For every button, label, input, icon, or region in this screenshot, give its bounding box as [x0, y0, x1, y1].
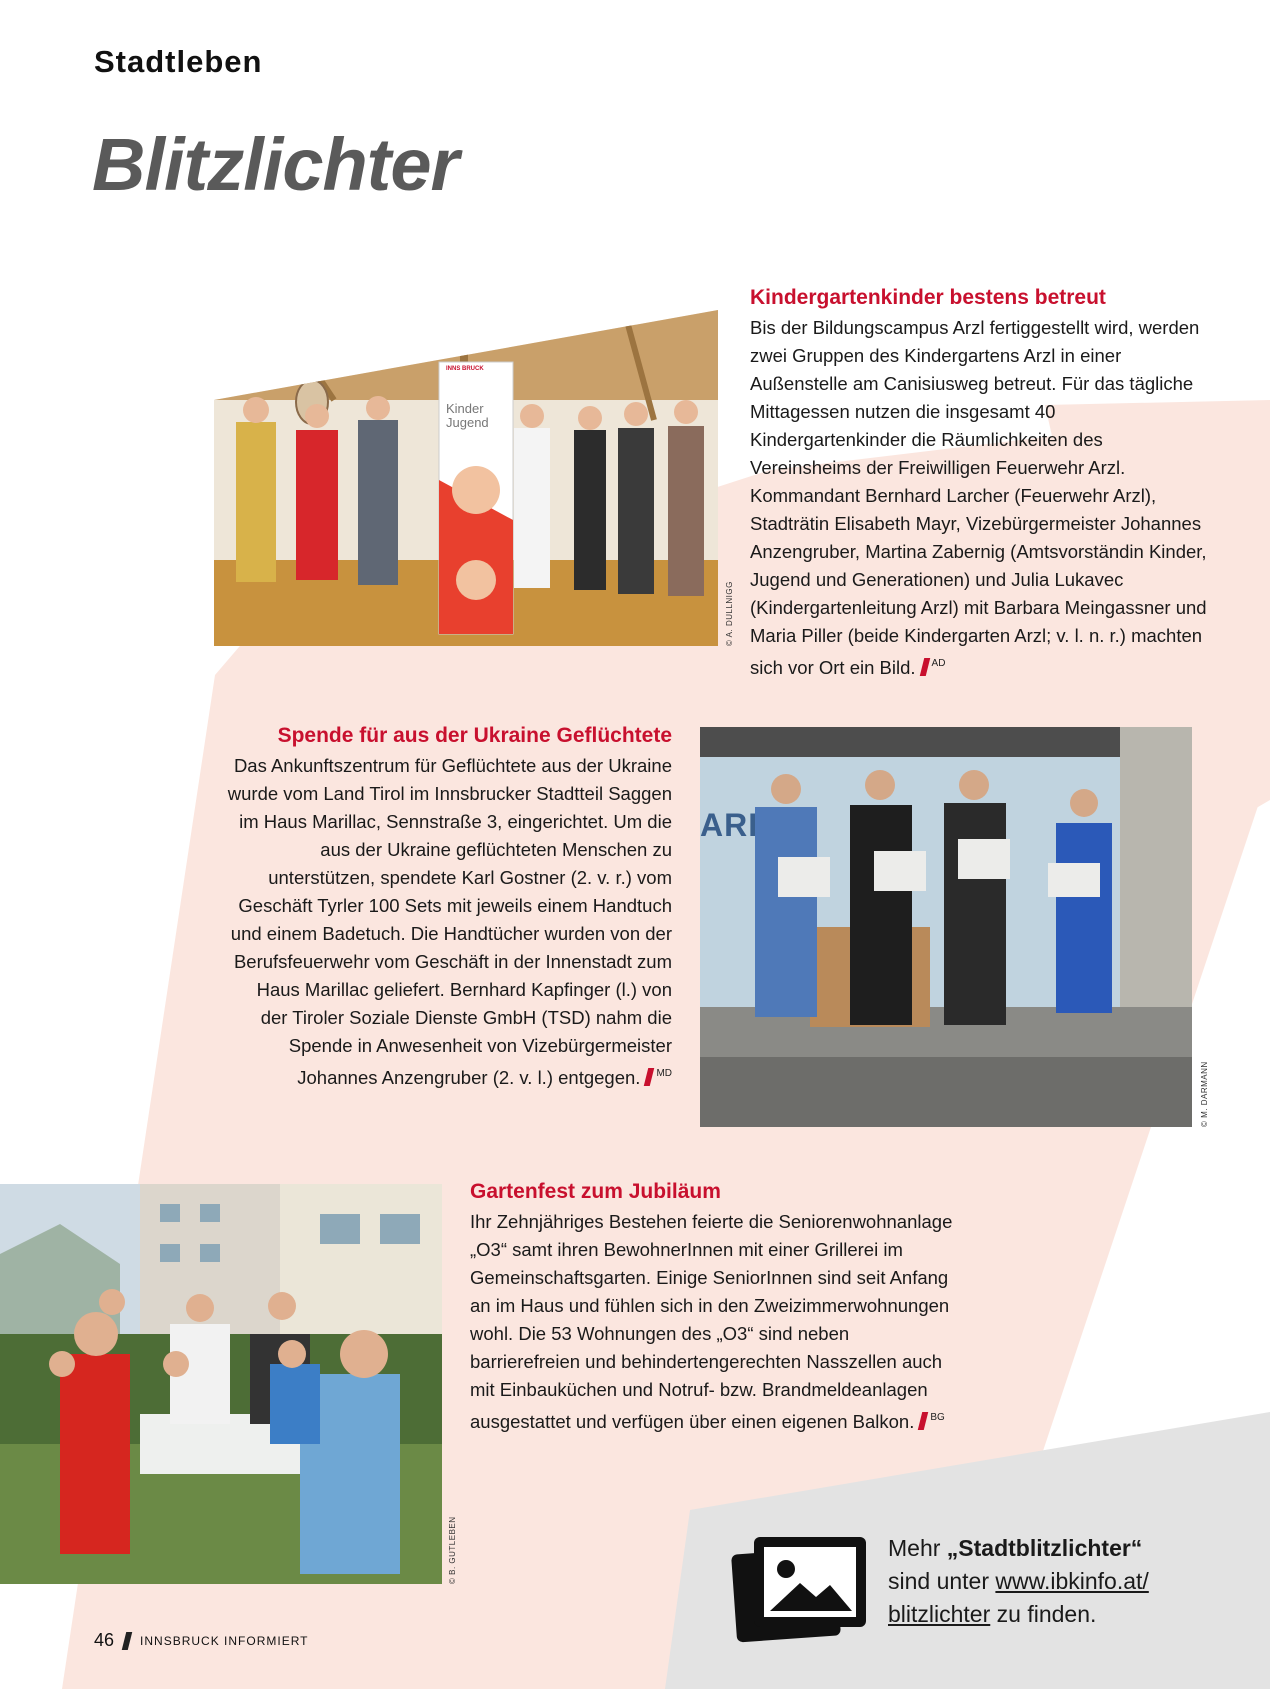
- banner-text: Kinder Jugend: [446, 401, 489, 430]
- article-heading: Gartenfest zum Jubiläum: [470, 1180, 721, 1203]
- promo-box: [888, 1532, 1228, 1631]
- promo-link-cont[interactable]: blitzlichter: [888, 1601, 991, 1627]
- page-number: 46: [94, 1630, 115, 1650]
- banner-logo: INNS BRUCK: [446, 366, 484, 372]
- section-label: Stadtleben: [94, 44, 263, 79]
- kindergarten-photo: [214, 310, 718, 646]
- author-initials: MD: [656, 1068, 672, 1079]
- photo-credit-3: © B. GUTLEBEN: [448, 1516, 457, 1584]
- author-initials: BG: [930, 1412, 945, 1423]
- footer-slash: [122, 1632, 132, 1650]
- author-initials: AD: [931, 658, 946, 669]
- slash-mark: [918, 1412, 928, 1430]
- promo-line2: sind unter: [888, 1568, 996, 1594]
- gallery-icon: [730, 1533, 870, 1643]
- promo-highlight: „Stadtblitzlichter“: [946, 1535, 1143, 1561]
- article-heading: Kindergartenkinder bestens betreut: [750, 286, 1106, 309]
- page-title: Blitzlichter: [92, 123, 459, 206]
- article-body: Ihr Zehnjähriges Bestehen feierte die Seniorenwohnanlage „O3“ samt ihren BewohnerInnen mit einer Grillerei im Gemeinschaftsgarten. Einige SeniorInnen sind seit Anfang an im Haus und fühlen sich in den Zweizimmerwohnungen wohl. Die 53 Wohnungen des „O3“ sind neben barrierefreien und behindertengerechten Nasszellen auch mit Einbauküchen und Notruf- bzw. Brandmeldeanlagen ausgestattet und verfügen über einen eigenen Balkon. $^{BG}$: [470, 1211, 953, 1432]
- article-garden-party: [470, 1180, 960, 1436]
- article-heading: Spende für aus der Ukraine Geflüchtete: [277, 724, 672, 747]
- article-kindergarten: [750, 286, 1210, 682]
- article-body: Bis der Bildungscampus Arzl fertiggestellt wird, werden zwei Gruppen des Kindergartens Arzl in einer Außenstelle am Canisiusweg betreut. Für das tägliche Mittagessen nutzen die insgesamt 40 Kindergartenkinder die Räumlichkeiten des Vereinsheims der Freiwilligen Feuerwehr Arzl. Kommandant Bernhard Larcher (Feuerwehr Arzl), Stadträtin Elisabeth Mayr, Vizebürgermeister Johannes Anzengruber, Martina Zabernig (Amtsvorständin Kinder, Jugend und Generationen) und Julia Lukavec (Kindergartenleitung Arzl) mit Barbara Meingassner und Maria Piller (beide Kindergarten Arzl; v. l. n. r.) machten sich vor Ort ein Bild. $^{AD}$: [750, 317, 1207, 678]
- page-footer: [94, 1630, 308, 1651]
- garden-party-photo: [0, 1184, 442, 1584]
- photo-credit-1: © A. DULLNIGG: [725, 581, 734, 646]
- donation-photo: [700, 727, 1192, 1127]
- article-body: Das Ankunftszentrum für Geflüchtete aus der Ukraine wurde vom Land Tirol im Innsbrucker Stadtteil Saggen im Haus Marillac, Sennstraße 3, eingerichtet. Um die aus der Ukraine geflüchteten Menschen zu unterstützen, spendete Karl Gostner (2. v. r.) vom Geschäft Tyrler 100 Sets mit jeweils einem Handtuch und einem Badetuch. Die Handtücher wurden von der Berufsfeuerwehr vom Geschäft in der Innenstadt zum Haus Marillac geliefert. Bernhard Kapfinger (l.) von der Tiroler Soziale Dienste GmbH (TSD) nahm die Spende in Anwesenheit von Vizebürgermeister Johannes Anzengruber (2. v. l.) entgegen. $^{MD}$: [227, 755, 672, 1088]
- promo-suffix: zu finden.: [990, 1601, 1097, 1627]
- promo-prefix: Mehr: [888, 1535, 947, 1561]
- photo-credit-2: © M. DARMANN: [1200, 1061, 1209, 1127]
- publication-name: INNSBRUCK INFORMIERT: [140, 1633, 309, 1648]
- slash-mark: [644, 1068, 654, 1086]
- article-donation: [226, 724, 672, 1092]
- slash-mark: [919, 658, 929, 676]
- building-sign: ARI: [700, 807, 759, 843]
- promo-link[interactable]: www.ibkinfo.at/: [995, 1568, 1149, 1594]
